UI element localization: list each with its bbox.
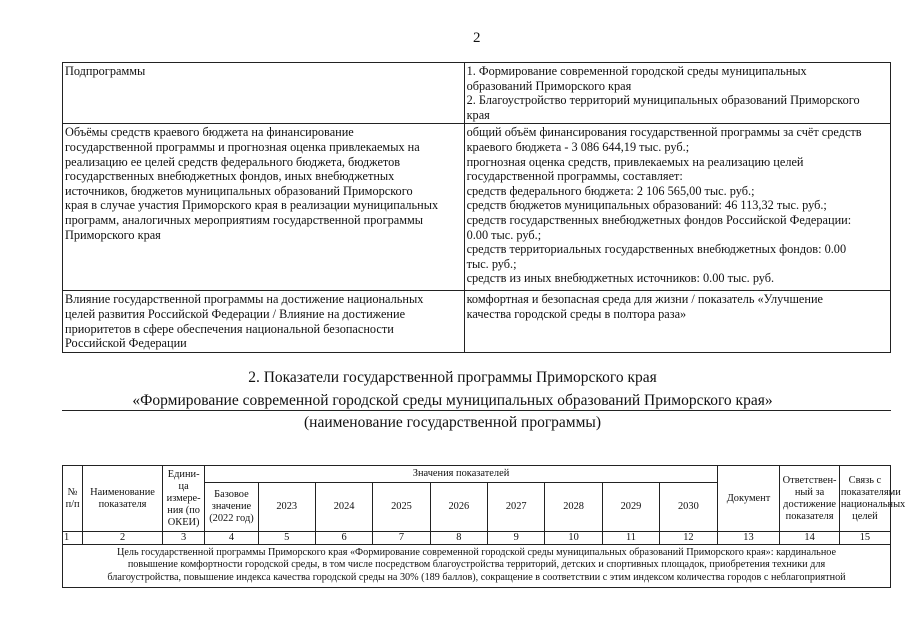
row-funding (63, 124, 891, 291)
column-number: 1 (63, 532, 83, 545)
influence-label: Влияние государственной программы на достижение национальных целей развития Российской Федерации / Влияние на достижение приоритетов в сфере обеспечения национальной безопасности Российской Федерации (63, 291, 465, 352)
program-goal-text: Цель государственной программы Приморского края «Формирование современной городской среды муниципальных образований Приморского края»: кардинальное повышение комфортности городской среды, в том числе посредством благоустройства территорий, детских и спортивных площадок, приобретения техники для благоустройства, повышение индекса качества городской среды на 30% (189 баллов), сокращение в соответствии с этим индексом количества городов с неблагоприятной (63, 545, 891, 588)
header-row-1 (63, 466, 891, 483)
column-number: 6 (315, 532, 372, 545)
col-name-header: Наименование показателя (83, 466, 163, 532)
col-link-header: Связь с показателями национальных целей (839, 466, 890, 532)
col-unit-header: Едини-ца измере-ния (по ОКЕИ) (162, 466, 205, 532)
column-number: 15 (839, 532, 890, 545)
col-num-header: № п/п (63, 466, 83, 532)
influence-value: комфортная и безопасная среда для жизни / показатель «Улучшение качества городской среды в полтора раза» (464, 291, 890, 352)
col-responsible-header: Ответствен-ный за достижение показателя (780, 466, 840, 532)
program-name-underline (62, 410, 891, 411)
col-year-header: 2029 (602, 483, 659, 532)
column-number: 8 (430, 532, 487, 545)
column-number: 10 (545, 532, 602, 545)
goal-row (63, 545, 891, 588)
col-document-header: Документ (717, 466, 780, 532)
column-number: 3 (162, 532, 205, 545)
col-year-header: 2030 (660, 483, 717, 532)
column-number: 14 (780, 532, 840, 545)
column-number: 5 (258, 532, 315, 545)
column-number: 11 (602, 532, 659, 545)
column-number: 12 (660, 532, 717, 545)
col-year-header: 2025 (373, 483, 430, 532)
col-base-header: Базовое значение (2022 год) (205, 483, 258, 532)
indicators-table (62, 465, 905, 588)
column-number: 2 (83, 532, 163, 545)
column-numbers-row (63, 532, 891, 545)
subprograms-value: 1. Формирование современной городской среды муниципальных образований Приморского края 2. Благоустройство территорий муниципальных образований Приморского края (464, 63, 890, 124)
col-year-header: 2027 (488, 483, 545, 532)
col-year-header: 2023 (258, 483, 315, 532)
column-number: 4 (205, 532, 258, 545)
column-number: 7 (373, 532, 430, 545)
section-title: 2. Показатели государственной программы Приморского края (248, 369, 657, 386)
funding-value: общий объём финансирования государственной программы за счёт средств краевого бюджета - 3 086 644,19 тыс. руб.; прогнозная оценка средств, привлекаемых на реализацию целей государственной программы, составляет: средств федерального бюджета: 2 106 565,00 тыс. руб.; средств бюджетов муниципальных образований: 46 113,32 тыс. руб.; средств государственных внебюджетных фондов Российской Федерации: 0.00 тыс. руб.; средств территориальных государственных внебюджетных фондов: 0.00 тыс. руб.; средств из иных внебюджетных источников: 0.00 тыс. руб. (464, 124, 890, 291)
row-subprograms (63, 63, 891, 124)
program-name: «Формирование современной городской среды муниципальных образований Приморского края» (132, 392, 773, 409)
funding-label: Объёмы средств краевого бюджета на финансирование государственной программы и прогнозная оценка привлекаемых на реализацию ее целей средств федерального бюджета, бюджетов государственных внебюджетных фондов, иных внебюджетных источников, бюджетов муниципальных образований Приморского края в случае участия Приморского края в реализации муниципальных программ, аналогичных мероприятиям государственной программы Приморского края (63, 124, 465, 291)
column-number: 9 (488, 532, 545, 545)
col-year-header: 2026 (430, 483, 487, 532)
col-year-header: 2024 (315, 483, 372, 532)
column-number: 13 (717, 532, 780, 545)
row-influence (63, 291, 891, 352)
values-group-header: Значения показателей (205, 466, 717, 483)
program-summary-table (62, 62, 891, 353)
page-number: 2 (473, 30, 481, 46)
program-name-caption: (наименование государственной программы) (303, 414, 602, 431)
subprograms-label: Подпрограммы (63, 63, 465, 124)
col-year-header: 2028 (545, 483, 602, 532)
